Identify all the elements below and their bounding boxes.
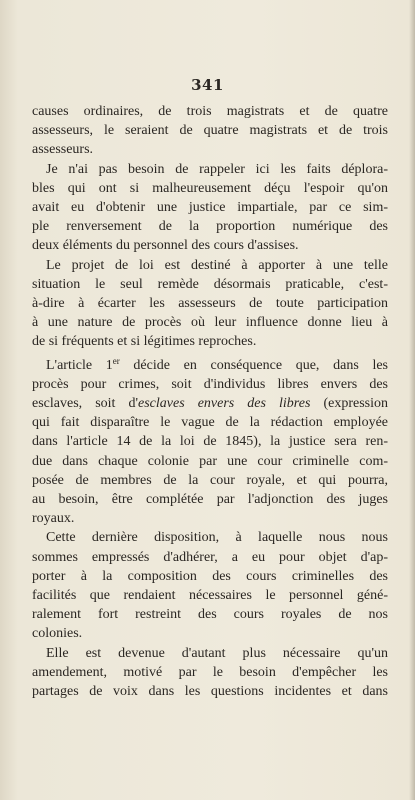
text-fragment: (expression — [310, 396, 388, 412]
text-line: bles qui ont si malheureusement déçu l'espoir qu'on — [32, 180, 388, 196]
text-line — [32, 352, 388, 375]
page-binding-shadow — [409, 0, 415, 800]
text-line: ralement fort restreint des cours royales de nos — [32, 607, 388, 623]
text-fragment: décide en conséquence que, dans les — [119, 357, 388, 373]
text-line: facilités que rendaient nécessaires le personnel géné- — [32, 588, 388, 604]
text-line: partages de voix dans les questions incidentes et dans — [32, 684, 388, 700]
text-line: assesseurs. — [32, 142, 94, 158]
text-fragment: L'article 1 — [46, 357, 113, 373]
text-line: à une nature de procès où leur influence donne lieu à — [32, 315, 388, 331]
superscript: er — [112, 355, 120, 366]
paragraph-2 — [32, 160, 388, 256]
text-line: assesseurs, le seraient de quatre magistrats et de trois — [32, 123, 388, 139]
text-line: Elle est devenue d'autant plus nécessaire qu'un — [46, 645, 388, 661]
paragraph-6 — [32, 644, 388, 702]
text-line: situation le seul remède désormais praticable, c'est- — [32, 276, 388, 292]
text-line: avait eu d'obtenir une justice impartiale, par ce sim- — [32, 200, 388, 216]
paragraph-4 — [32, 352, 388, 529]
text-line: deux éléments du personnel des cours d'assises. — [32, 238, 299, 254]
text-line: qui fait disparaître le vague de la rédaction employée — [32, 415, 388, 431]
text-line: Je n'ai pas besoin de rappeler ici les faits déplora- — [46, 161, 388, 177]
paragraph-3 — [32, 256, 388, 352]
text-line: dans l'article 14 de la loi de 1845), la justice sera ren- — [32, 434, 388, 450]
text-line: royaux. — [32, 511, 75, 527]
page-number: 341 — [191, 76, 224, 94]
text-line: posée de membres de la cour royale, et qui pourra, — [32, 472, 388, 488]
paragraph-5 — [32, 528, 388, 643]
text-line: causes ordinaires, de trois magistrats et de quatre — [32, 104, 388, 119]
text-line: à-dire à écarter les assesseurs de toute participation — [32, 296, 388, 312]
text-line: due dans chaque colonie par une cour criminelle com- — [32, 453, 388, 469]
text-line: Cette dernière disposition, à laquelle nous nous — [46, 530, 388, 546]
text-line: porter à la composition des cours criminelles des — [32, 568, 388, 584]
body-text — [32, 102, 388, 701]
paragraph-1 — [32, 102, 388, 160]
text-line: amendement, motivé par le besoin d'empêcher les — [32, 664, 388, 680]
text-line: au besoin, être complétée par l'adjonction des juges — [32, 492, 388, 508]
text-line: sommes empressés d'adhérer, a eu pour objet d'ap- — [32, 549, 388, 565]
text-line: de si fréquents et si légitimes reproches. — [32, 334, 257, 350]
text-line: colonies. — [32, 626, 83, 642]
italic-text: esclaves envers des libres — [138, 396, 311, 412]
text-line — [32, 394, 388, 413]
text-line: ple renversement de la proportion numérique des — [32, 219, 388, 235]
text-line: procès pour crimes, soit d'individus libres envers des — [32, 376, 388, 392]
text-line: Le projet de loi est destiné à apporter à une telle — [46, 257, 388, 273]
text-fragment: esclaves, soit d' — [32, 396, 139, 412]
